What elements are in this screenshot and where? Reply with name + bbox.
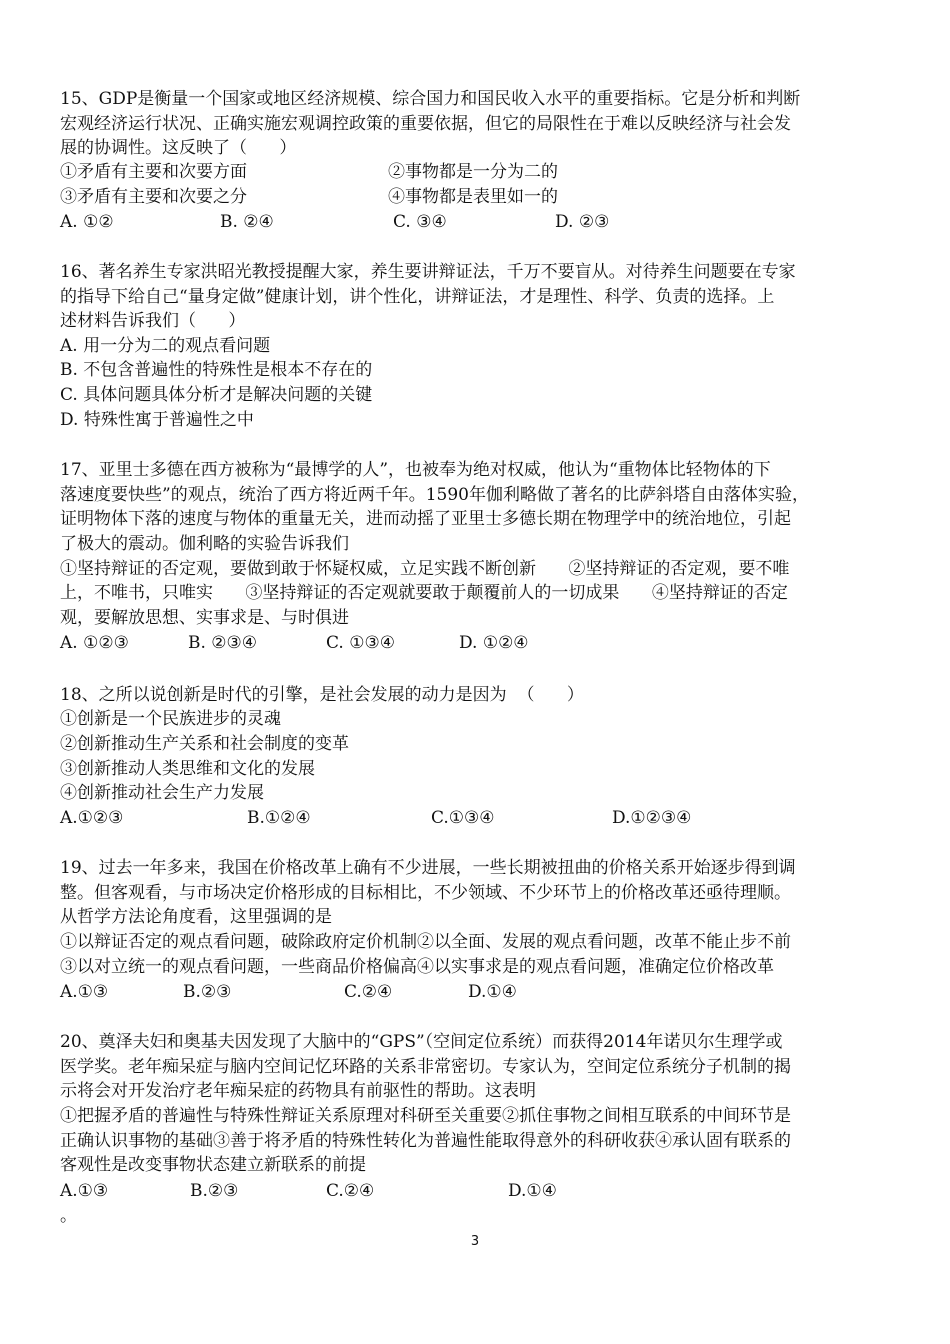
- answer-choice: D. 特殊性寓于普遍性之中: [60, 410, 254, 430]
- answer-choice: B.①②④: [247, 808, 311, 828]
- statement: ②创新推动生产关系和社会制度的变革: [60, 734, 349, 754]
- answer-choice: A. ①②: [60, 212, 114, 232]
- statement: ①坚持辩证的否定观，要做到敢于怀疑权威，立足实践不断创新 ②坚持辩证的否定观，要不唯: [60, 559, 790, 579]
- answer-choice: D.①②③④: [612, 808, 692, 828]
- question-text-line: 了极大的震动。伽利略的实验告诉我们: [60, 534, 349, 554]
- question-text-line: 医学奖。老年痴呆症与脑内空间记忆环路的关系非常密切。专家认为，空间定位系统分子机制的揭: [60, 1057, 791, 1077]
- statement: ①把握矛盾的普遍性与特殊性辩证关系原理对科研至关重要②抓住事物之间相互联系的中间环节是: [60, 1106, 791, 1126]
- answer-choice: C.②④: [326, 1181, 375, 1201]
- answer-choice: C.①③④: [431, 808, 495, 828]
- question-text-line: 16、著名养生专家洪昭光教授提醒大家，养生要讲辩证法，千万不要盲从。对待养生问题要在专家: [60, 262, 796, 282]
- statement: ①创新是一个民族进步的灵魂: [60, 709, 281, 729]
- answer-choice: C. ③④: [393, 212, 447, 232]
- question-text-line: 15、GDP是衡量一个国家或地区经济规模、综合国力和国民收入水平的重要指标。它是分析和判断: [60, 89, 801, 109]
- answer-choice: A.①②③: [60, 808, 124, 828]
- statement: 客观性是改变事物状态建立新联系的前提: [60, 1155, 366, 1175]
- question-text-line: 证明物体下落的速度与物体的重量无关，进而动摇了亚里士多德长期在物理学中的统治地位，引起: [60, 509, 791, 529]
- statement: ③矛盾有主要和次要之分: [60, 187, 247, 207]
- statement: 观，要解放思想、实事求是、与时俱进: [60, 608, 349, 628]
- answer-choice: D.①④: [508, 1181, 557, 1201]
- answer-choice: B. ②④: [220, 212, 274, 232]
- question-text-line: 展的协调性。这反映了（ ）: [60, 138, 297, 158]
- statement: ④创新推动社会生产力发展: [60, 783, 264, 803]
- answer-choice: A. ①②③: [60, 633, 129, 653]
- question-text-line: 宏观经济运行状况、正确实施宏观调控政策的重要依据，但它的局限性在于难以反映经济与社会发: [60, 114, 791, 134]
- trailing-mark: 。: [60, 1206, 77, 1226]
- answer-choice: D.①④: [468, 982, 517, 1002]
- answer-choice: A. 用一分为二的观点看问题: [60, 336, 271, 356]
- statement: ③以对立统一的观点看问题，一些商品价格偏高④以实事求是的观点看问题，准确定位价格改革: [60, 957, 774, 977]
- answer-choice: C. ①③④: [326, 633, 395, 653]
- answer-choice: A.①③: [60, 982, 109, 1002]
- answer-choice: C.②④: [344, 982, 393, 1002]
- answer-choice: C. 具体问题具体分析才是解决问题的关键: [60, 385, 373, 405]
- answer-choice: B.②③: [183, 982, 232, 1002]
- statement: ③创新推动人类思维和文化的发展: [60, 759, 315, 779]
- question-text-line: 从哲学方法论角度看，这里强调的是: [60, 907, 332, 927]
- statement: 正确认识事物的基础③善于将矛盾的特殊性转化为普遍性能取得意外的科研收获④承认固有联系的: [60, 1131, 791, 1151]
- answer-choice: D. ①②④: [459, 633, 529, 653]
- question-text-line: 示将会对开发治疗老年痴呆症的药物具有前驱性的帮助。这表明: [60, 1081, 536, 1101]
- answer-choice: B. ②③④: [188, 633, 258, 653]
- statement: ①以辩证否定的观点看问题，破除政府定价机制②以全面、发展的观点看问题，改革不能止步不前: [60, 932, 791, 952]
- answer-choice: D. ②③: [555, 212, 610, 232]
- question-text-line: 18、之所以说创新是时代的引擎，是社会发展的动力是因为 （ ）: [60, 685, 584, 705]
- question-text-line: 落速度要快些”的观点，统治了西方将近两千年。1590年伽利略做了著名的比萨斜塔自由落体实验，: [60, 485, 809, 505]
- answer-choice: B.②③: [190, 1181, 239, 1201]
- question-text-line: 的指导下给自己“量身定做”健康计划，讲个性化，讲辩证法，才是理性、科学、负责的选择。上: [60, 287, 775, 307]
- statement: 上，不唯书，只唯实 ③坚持辩证的否定观就要敢于颠覆前人的一切成果 ④坚持辩证的否定: [60, 583, 788, 603]
- question-text-line: 19、过去一年多来，我国在价格改革上确有不少进展，一些长期被扭曲的价格关系开始逐步得到调: [60, 858, 796, 878]
- statement: ①矛盾有主要和次要方面: [60, 162, 247, 182]
- question-text-line: 述材料告诉我们（ ）: [60, 311, 246, 331]
- statement: ④事物都是表里如一的: [388, 187, 558, 207]
- page-number: 3: [470, 1234, 480, 1249]
- statement: ②事物都是一分为二的: [388, 162, 558, 182]
- question-text-line: 20、奠泽夫妇和奥基夫因发现了大脑中的“GPS”（空间定位系统）而获得2014年诺贝尔生理学或: [60, 1032, 783, 1052]
- answer-choice: A.①③: [60, 1181, 109, 1201]
- question-text-line: 整。但客观看，与市场决定价格形成的目标相比，不少领域、不少环节上的价格改革还亟待理顺。: [60, 883, 791, 903]
- answer-choice: B. 不包含普遍性的特殊性是根本不存在的: [60, 360, 373, 380]
- question-text-line: 17、亚里士多德在西方被称为“最博学的人”，也被奉为绝对权威，他认为“重物体比轻物体的下: [60, 460, 771, 480]
